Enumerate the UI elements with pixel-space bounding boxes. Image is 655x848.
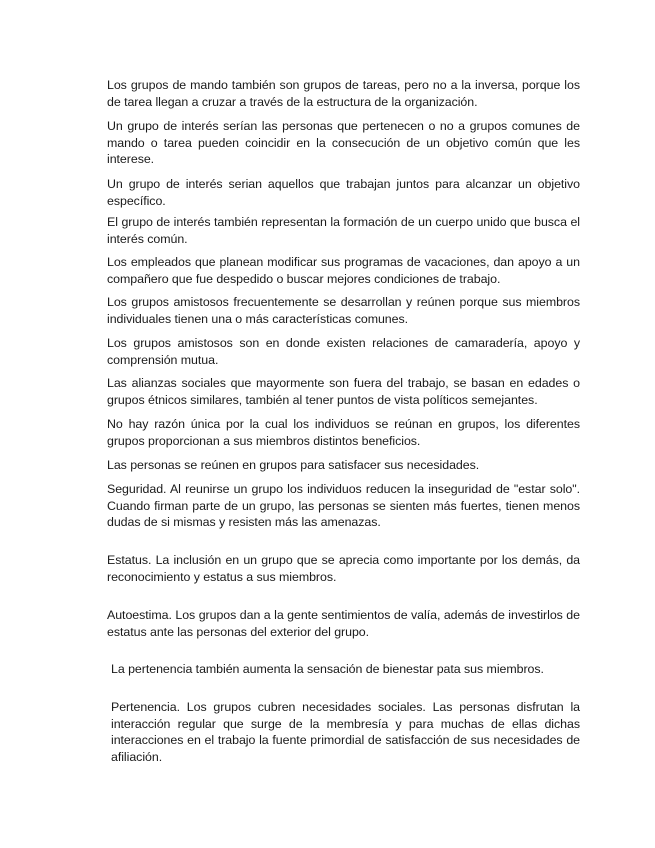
paragraph-wellbeing: La pertenencia también aumenta la sensación de bienestar pata sus miembros. (111, 662, 544, 676)
paragraph-self-esteem: Autoestima. Los grupos dan a la gente sentimientos de valía, además de investirlos de estatus ante las personas del exterior del grupo. (107, 608, 580, 639)
paragraph-status: Estatus. La inclusión en un grupo que se aprecia como importante por los demás, da reconocimiento y estatus a sus miembros. (107, 553, 580, 584)
paragraph-social-alliances: Las alianzas sociales que mayormente son fuera del trabajo, se basan en edades o grupos étnicos similares, también al tener puntos de vista políticos semejantes. (107, 376, 580, 407)
paragraph-employees-example: Los empleados que planean modificar sus programas de vacaciones, dan apoyo a un compañero que fue despedido o buscar mejores condiciones de trabajo. (107, 255, 580, 286)
paragraph-reasons-for-groups: No hay razón única por la cual los individuos se reúnan en grupos, los diferentes grupos proporcionan a sus miembros distintos beneficios. (107, 417, 580, 448)
paragraph-interest-group-common: El grupo de interés también representan la formación de un cuerpo unido que busca el interés común. (107, 215, 580, 246)
paragraph-command-groups: Los grupos de mando también son grupos de tareas, pero no a la inversa, porque los de tarea llegan a cruzar a través de la estructura de la organización. (107, 78, 580, 109)
paragraph-needs: Las personas se reúnen en grupos para satisfacer sus necesidades. (107, 458, 480, 472)
paragraph-interest-group-objective: Un grupo de interés serian aquellos que trabajan juntos para alcanzar un objetivo específico. (107, 177, 580, 208)
paragraph-friendship-camaraderie: Los grupos amistosos son en donde existen relaciones de camaradería, apoyo y comprensión mutua. (107, 336, 580, 367)
paragraph-security: Seguridad. Al reunirse un grupo los individuos reducen la inseguridad de "estar solo". Cuando firman parte de un grupo, las personas se sienten más fuertes, tienen menos dudas de si mismas y resisten más las amenazas. (107, 482, 580, 530)
paragraph-friendship-groups: Los grupos amistosos frecuentemente se desarrollan y reúnen porque sus miembros individuales tienen una o más características comunes. (107, 295, 580, 326)
paragraph-interest-group-definition: Un grupo de interés serían las personas que pertenecen o no a grupos comunes de mando o tarea pueden coincidir en la consecución de un objetivo común que les interese. (107, 119, 580, 167)
paragraph-belonging: Pertenencia. Los grupos cubren necesidades sociales. Las personas disfrutan la interacción regular que surge de la membresía y para muchas de ellas dichas interacciones en el trabajo la fuente primordial de satisfacción de sus necesidades de afiliación. (111, 700, 580, 764)
